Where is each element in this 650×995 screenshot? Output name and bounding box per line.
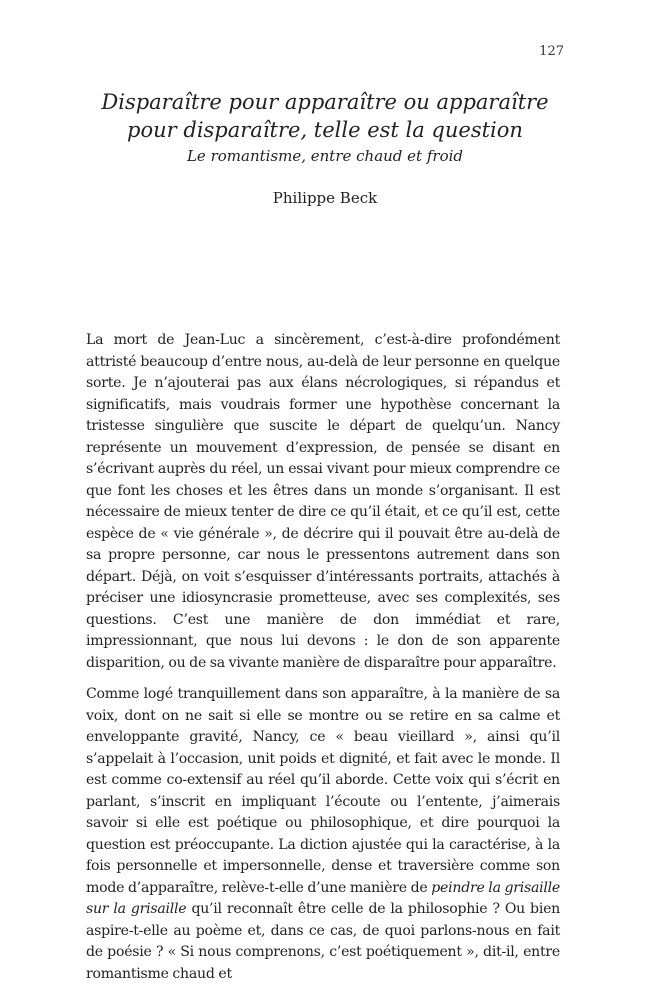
article-subtitle: Le romantisme, entre chaud et froid [186,147,464,165]
paragraph-2-text-a: Comme logé tranquillement dans son apparaître, à la manière de sa voix, dont on ne sait si elle se montre ou se retire en sa calme et enveloppante gravité, Nancy, ce « beau vieillard », ainsi qu’il s’appelait à l’occasion, unit poids et dignité, et fait avec le monde. Il est comme co-extensif au réel qu’il aborde. Cette voix qui s’écrit en parlant, s’inscrit en impliquant l’écoute ou l’entente, j’aimerais savoir si elle est poétique ou philosophique, et dire pourquoi la question est préoccupante. La diction ajustée qui la caractérise, à la fois personnelle et impersonnelle, dense et traversière comme son mode d’apparaître, relève-t-elle d’une manière de [86,686,560,896]
article-title [90,88,560,144]
title-line-2: pour disparaître, telle est la question [127,118,523,142]
page-number: 127 [539,44,564,59]
author-name: Philippe Beck [272,189,378,207]
article-body [86,330,560,995]
title-line-1: Disparaître pour apparaître ou apparaître [101,90,549,114]
paragraph-2 [86,684,560,985]
paragraph-2-italic-phrase: peindre la grisaille sur la grisaille [86,879,560,917]
paragraph-1: La mort de Jean-Luc a sincèrement, c’est-à-dire profondément attristé beaucoup d’entre nous, au-delà de leur personne en quelque sorte. Je n’ajouterai pas aux élans nécrologiques, si répandus et significatifs, mais voudrais former une hypothèse concernant la tristesse singulière que suscite le départ de quelqu’un. Nancy représente un mouvement d’expression, de pensée se disant en s’écrivant auprès du réel, un essai vivant pour mieux comprendre ce que font les choses et les êtres dans un monde s’organisant. Il est nécessaire de mieux tenter de dire ce qu’il était, et ce qu’il est, cette espèce de « vie générale », de décrire qui il pouvait être au-delà de sa propre personne, car nous le pressentons autrement dans son départ. Déjà, on voit s’esquisser d’intéressants portraits, attachés à préciser une idiosyncrasie prometteuse, avec ses complexités, ses questions. C’est une manière de don immédiat et rare, impressionnant, que nous lui devons : le don de son apparente disparition, ou de sa vivante manière de disparaître pour apparaître. [86,332,560,671]
paragraph-2-text-b: qu’il reconnaît être celle de la philosophie ? Ou bien aspire-t-elle au poème et, dans ce cas, de quoi parlons-nous en fait de poésie ? « Si nous comprenons, c’est poétiquement », dit-il, entre romantisme chaud et [86,901,560,982]
